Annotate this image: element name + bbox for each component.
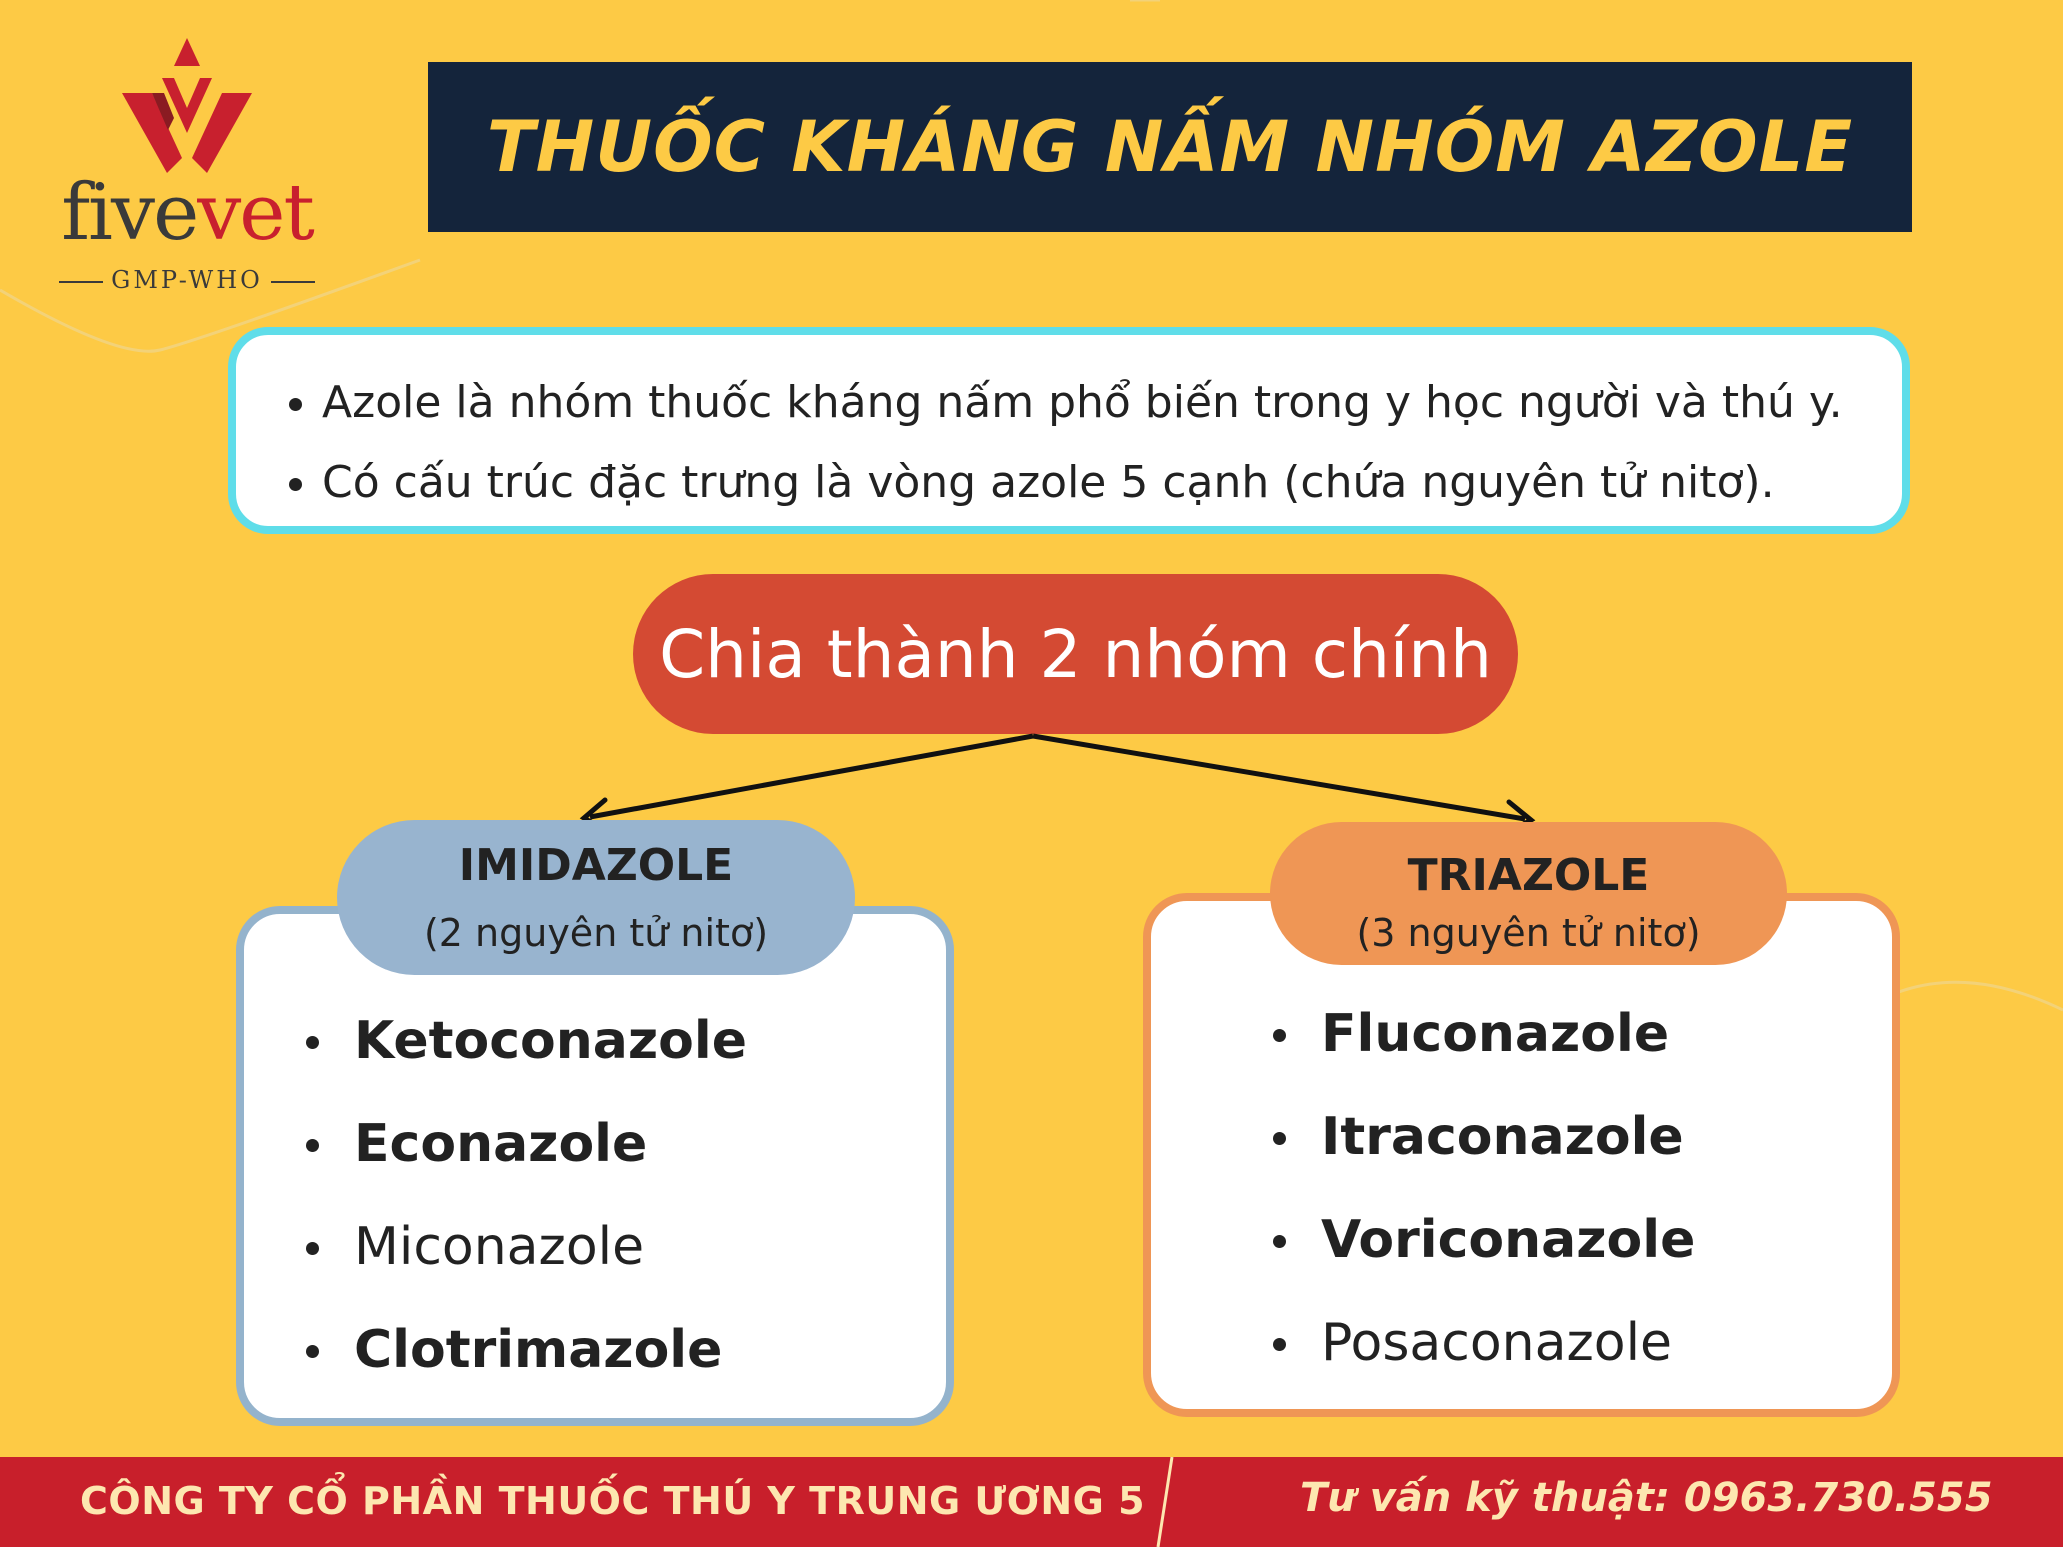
list-item: Itraconazole [1321,1086,1892,1189]
brand-tagline: GMP-WHO [52,266,322,294]
brand-name-prefix: five [61,168,198,258]
list-item: Fluconazole [1321,983,1892,1086]
footer-hotline: Tư vấn kỹ thuật: 0963.730.555 [1300,1475,1993,1521]
list-item: Miconazole [354,1196,946,1299]
list-item: Clotrimazole [354,1299,946,1402]
list-item: Ketoconazole [354,990,946,1093]
imidazole-description: (2 nguyên tử nitơ) [423,911,769,955]
imidazole-name: IMIDAZOLE [458,840,734,891]
arrow-to-imidazole [590,736,1033,817]
arrow-to-triazole [1033,736,1525,819]
classification-label: Chia thành 2 nhóm chính [659,615,1492,693]
page-title: THUỐC KHÁNG NẤM NHÓM AZOLE [486,106,1854,188]
footer-company: CÔNG TY CỔ PHẦN THUỐC THÚ Y TRUNG ƯƠNG 5 [80,1479,1146,1523]
brand-name-suffix: vet [197,168,313,258]
triazole-box [1143,893,1900,1417]
footer-bar [0,1457,2063,1547]
imidazole-drug-list [244,914,946,1402]
triazole-header [1270,822,1787,965]
list-item: Posaconazole [1321,1292,1892,1395]
imidazole-box [236,906,954,1426]
triazole-drug-list [1151,901,1892,1395]
list-item: Econazole [354,1093,946,1196]
imidazole-header [337,820,855,975]
footer-divider [1150,1457,1180,1547]
triazole-description: (3 nguyên tử nitơ) [1356,911,1701,955]
triazole-name: TRIAZOLE [1407,850,1650,901]
intro-bullet: • Azole là nhóm thuốc kháng nấm phổ biến trong y học người và thú y. [322,363,1872,443]
intro-bullet: • Có cấu trúc đặc trưng là vòng azole 5 cạnh (chứa nguyên tử nitơ). [322,443,1872,523]
list-item: Voriconazole [1321,1189,1892,1292]
